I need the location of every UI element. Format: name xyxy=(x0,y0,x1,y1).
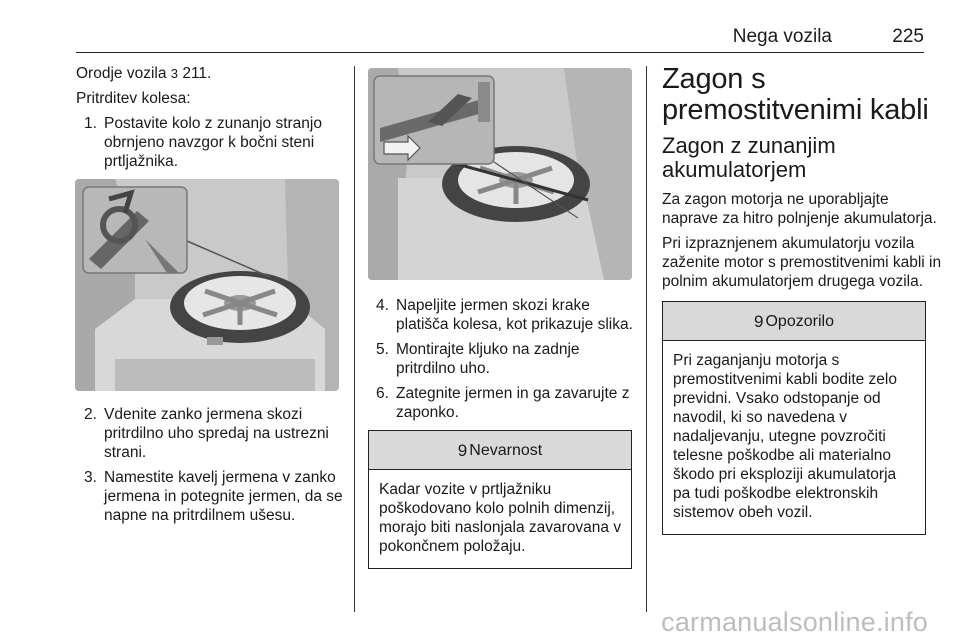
section-title: Nega vozila xyxy=(732,26,832,47)
intro-text: Pritrditev kolesa: xyxy=(76,90,191,107)
danger-text: Kadar vozite v prtljažniku poškodovano kolo polnih dimenzij, morajo biti naslonjala zavarovana v pokončnem položaju. xyxy=(379,481,622,555)
paragraph: Pri izpraznjenem akumulatorju vozila zaženite motor s premostitvenimi kabli in polnim akumulatorjem drugega vozila. xyxy=(662,235,942,290)
column-middle xyxy=(368,64,634,569)
column-divider xyxy=(646,66,647,612)
reference-arrow-icon: 3 xyxy=(170,66,179,81)
danger-box xyxy=(368,430,632,569)
column-right xyxy=(662,64,944,535)
list-item: 1. Postavite kolo z zunanjo stranjo obrnjeno navzgor k bočni steni prtljažnika. xyxy=(84,115,322,170)
list-item: 3. Namestite kavelj jermena v zanko jermena in potegnite jermen, da se napne na pritrdilnem ušesu. xyxy=(84,469,343,524)
warning-triangle-icon: 9 xyxy=(457,440,468,460)
danger-title: Nevarnost xyxy=(469,441,543,459)
spare-wheel-strap-illustration xyxy=(75,179,339,391)
column-left xyxy=(76,64,344,531)
reference-link[interactable]: 211. xyxy=(182,65,212,82)
column-divider xyxy=(354,66,355,612)
watermark: carmanualsonline.info xyxy=(661,607,928,637)
list-item: 5. Montirajte kljuko na zadnje pritrdilno uho. xyxy=(376,341,580,377)
caution-title: Opozorilo xyxy=(765,312,834,330)
caution-text: Pri zaganjanju motorja s premostitvenimi kabli bodite zelo previdni. Vsako odstopanje od navodil, ki so navedena v nadaljevanju, utegne povzročiti telesne poškodbe ali materialno škodo pri eksploziji akumulatorja pa tudi poškodbe elektronskih sistemov obeh vozil. xyxy=(673,352,897,521)
warning-triangle-icon: 9 xyxy=(754,311,764,331)
caution-box-header xyxy=(663,302,925,341)
danger-box-header xyxy=(369,431,631,470)
list-item: 4. Napeljite jermen skozi krake platišča kolesa, kot prikazuje slika. xyxy=(376,297,633,333)
list-item: 6. Zategnite jermen in ga zavarujte z zaponko. xyxy=(376,385,630,421)
strap-tensioning-illustration xyxy=(368,68,632,280)
list-item: 2. Vdenite zanko jermena skozi pritrdilno uho spredaj na ustrezni strani. xyxy=(84,406,329,461)
tool-reference: Orodje vozila 3 211. xyxy=(76,65,212,82)
section-heading: Zagon s premostitvenimi kabli xyxy=(662,63,929,126)
page-number: 225 xyxy=(892,26,924,47)
caution-box xyxy=(662,301,926,535)
paragraph: Za zagon motorja ne uporabljajte naprave za hitro polnjenje akumulatorja. xyxy=(662,191,937,227)
page-header xyxy=(76,22,924,53)
subsection-heading: Zagon z zunanjim akumulatorjem xyxy=(662,133,836,182)
